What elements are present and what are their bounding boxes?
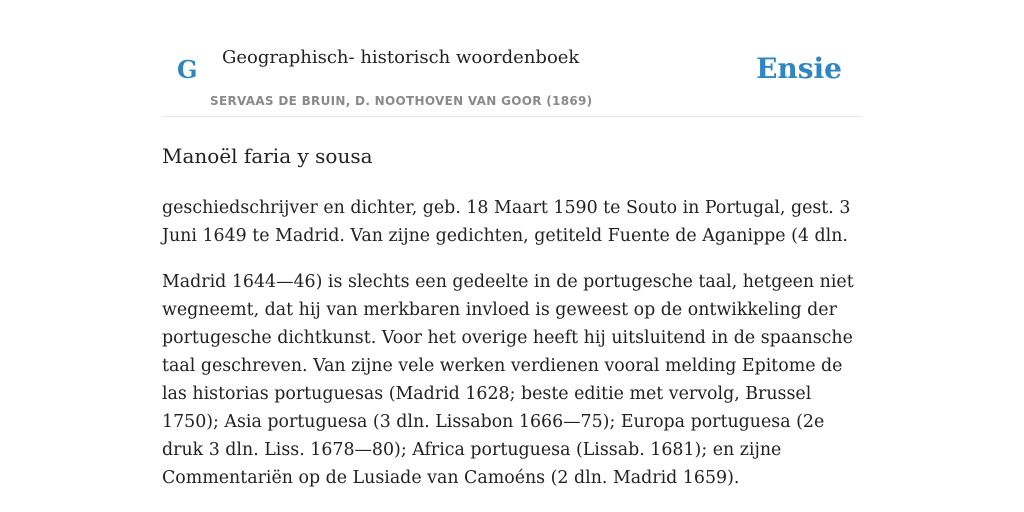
- ensie-logo-link[interactable]: Ensie: [756, 52, 842, 85]
- book-logo-letter[interactable]: G: [177, 55, 198, 84]
- entry-paragraph: geschiedschrijver en dichter, geb. 18 Maart 1590 te Souto in Portugal, gest. 3 Juni 1649 te Madrid. Van zijne gedichten, getiteld Fuente de Aganippe (4 dln.: [162, 198, 851, 246]
- book-authors: SERVAAS DE BRUIN, D. NOOTHOVEN VAN GOOR (1869): [210, 94, 593, 108]
- book-title-link[interactable]: Geographisch- historisch woordenboek: [222, 47, 580, 68]
- page: [162, 0, 862, 492]
- entry-title: Manoël faria y sousa: [162, 144, 373, 168]
- entry-paragraph: Madrid 1644—46) is slechts een gedeelte in de portugesche taal, hetgeen niet wegneemt, dat hij van merkbaren invloed is geweest op de ontwikkeling der portugesche dichtkunst. Voor het overige heeft hij uitsluitend in de spaansche taal geschreven. Van zijne vele werken verdienen vooral melding Epitome de las historias portuguesas (Madrid 1628; beste editie met vervolg, Brussel 1750); Asia portuguesa (3 dln. Lissabon 1666—75); Europa portuguesa (2e druk 3 dln. Liss. 1678—80); Africa portuguesa (Lissab. 1681); en zijne Commentariën op de Lusiade van Camoéns (2 dln. Madrid 1659).: [162, 272, 854, 488]
- page-header: [162, 0, 862, 117]
